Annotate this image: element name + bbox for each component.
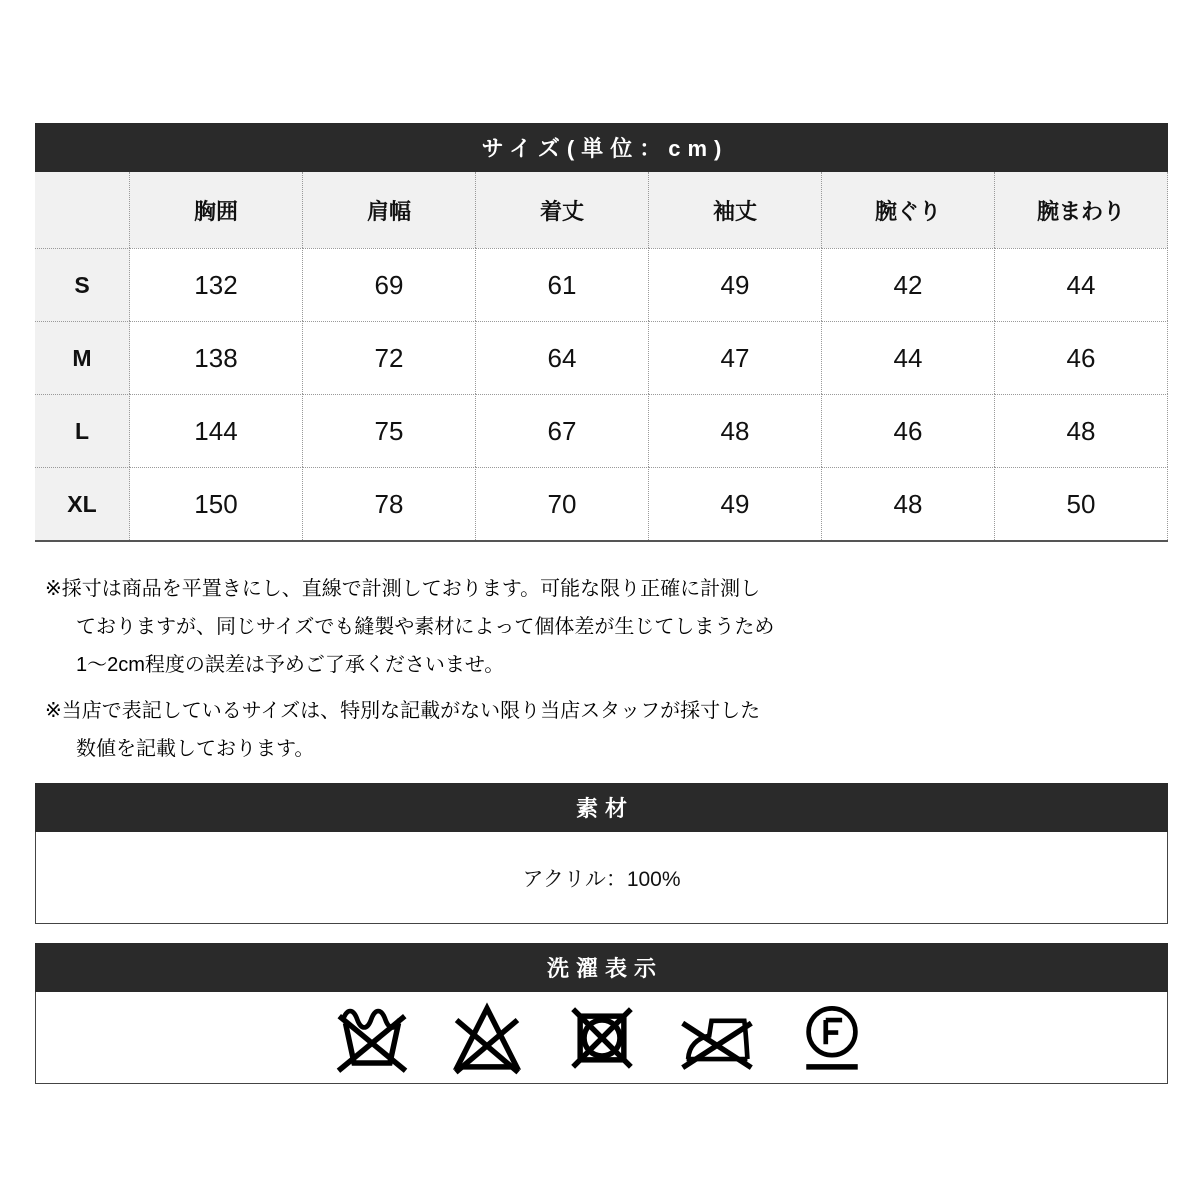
material-section-title: 素材 xyxy=(575,796,634,821)
do-not-tumble-dry-icon xyxy=(563,999,641,1077)
header-cell-chest: 胸囲 xyxy=(130,172,303,248)
material-section-title-bar xyxy=(35,783,1168,832)
value-cell: 70 xyxy=(476,467,649,540)
value-cell: 75 xyxy=(303,394,476,467)
material-body xyxy=(36,832,1167,923)
size-label-cell: L xyxy=(35,394,130,467)
note-staff-measured xyxy=(45,692,835,768)
value-cell: 48 xyxy=(822,467,995,540)
care-section-title: 洗濯表示 xyxy=(546,956,663,981)
value-cell: 48 xyxy=(995,394,1168,467)
value-cell: 42 xyxy=(822,248,995,321)
value-cell: 78 xyxy=(303,467,476,540)
value-cell: 67 xyxy=(476,394,649,467)
header-cell-arm-circumference: 腕まわり xyxy=(995,172,1168,248)
size-section xyxy=(35,123,1168,542)
value-cell: 44 xyxy=(995,248,1168,321)
note-line: 1〜2cm程度の誤差は予めご了承くださいませ。 xyxy=(76,654,505,676)
do-not-wash-icon xyxy=(333,999,411,1077)
care-section-title-bar xyxy=(35,943,1168,992)
note-line: ※採寸は商品を平置きにし、直線で計測しております。可能な限り正確に計測し xyxy=(45,578,761,600)
material-section xyxy=(35,783,1168,924)
do-not-iron-icon xyxy=(678,999,756,1077)
measurement-notes xyxy=(45,570,835,768)
value-cell: 50 xyxy=(995,467,1168,540)
value-cell: 138 xyxy=(130,321,303,394)
care-section xyxy=(35,943,1168,1084)
value-cell: 44 xyxy=(822,321,995,394)
note-line: 数値を記載しております。 xyxy=(76,738,315,760)
value-cell: 144 xyxy=(130,394,303,467)
value-cell: 47 xyxy=(649,321,822,394)
size-section-title: サイズ(単位：cm) xyxy=(481,136,729,161)
note-line: ておりますが、同じサイズでも縫製や素材によって個体差が生じてしまうため xyxy=(76,616,775,638)
size-label-cell: M xyxy=(35,321,130,394)
header-cell-empty xyxy=(35,172,130,248)
value-cell: 72 xyxy=(303,321,476,394)
header-cell-shoulder: 肩幅 xyxy=(303,172,476,248)
value-cell: 46 xyxy=(822,394,995,467)
value-cell: 61 xyxy=(476,248,649,321)
size-table xyxy=(35,172,1168,542)
value-cell: 132 xyxy=(130,248,303,321)
dry-clean-f-gentle-icon xyxy=(793,999,871,1077)
note-measurement-accuracy xyxy=(45,570,835,684)
value-cell: 49 xyxy=(649,467,822,540)
value-cell: 69 xyxy=(303,248,476,321)
size-label-cell: S xyxy=(35,248,130,321)
value-cell: 46 xyxy=(995,321,1168,394)
note-line: ※当店で表記しているサイズは、特別な記載がない限り当店スタッフが採寸した xyxy=(45,700,761,722)
do-not-bleach-icon xyxy=(448,999,526,1077)
size-section-title-bar xyxy=(35,123,1168,172)
value-cell: 64 xyxy=(476,321,649,394)
value-cell: 150 xyxy=(130,467,303,540)
header-cell-sleeve: 袖丈 xyxy=(649,172,822,248)
header-cell-length: 着丈 xyxy=(476,172,649,248)
header-cell-armhole: 腕ぐり xyxy=(822,172,995,248)
value-cell: 48 xyxy=(649,394,822,467)
care-icons-row xyxy=(36,992,1167,1083)
material-value: アクリル：100% xyxy=(522,867,681,891)
value-cell: 49 xyxy=(649,248,822,321)
size-label-cell: XL xyxy=(35,467,130,540)
